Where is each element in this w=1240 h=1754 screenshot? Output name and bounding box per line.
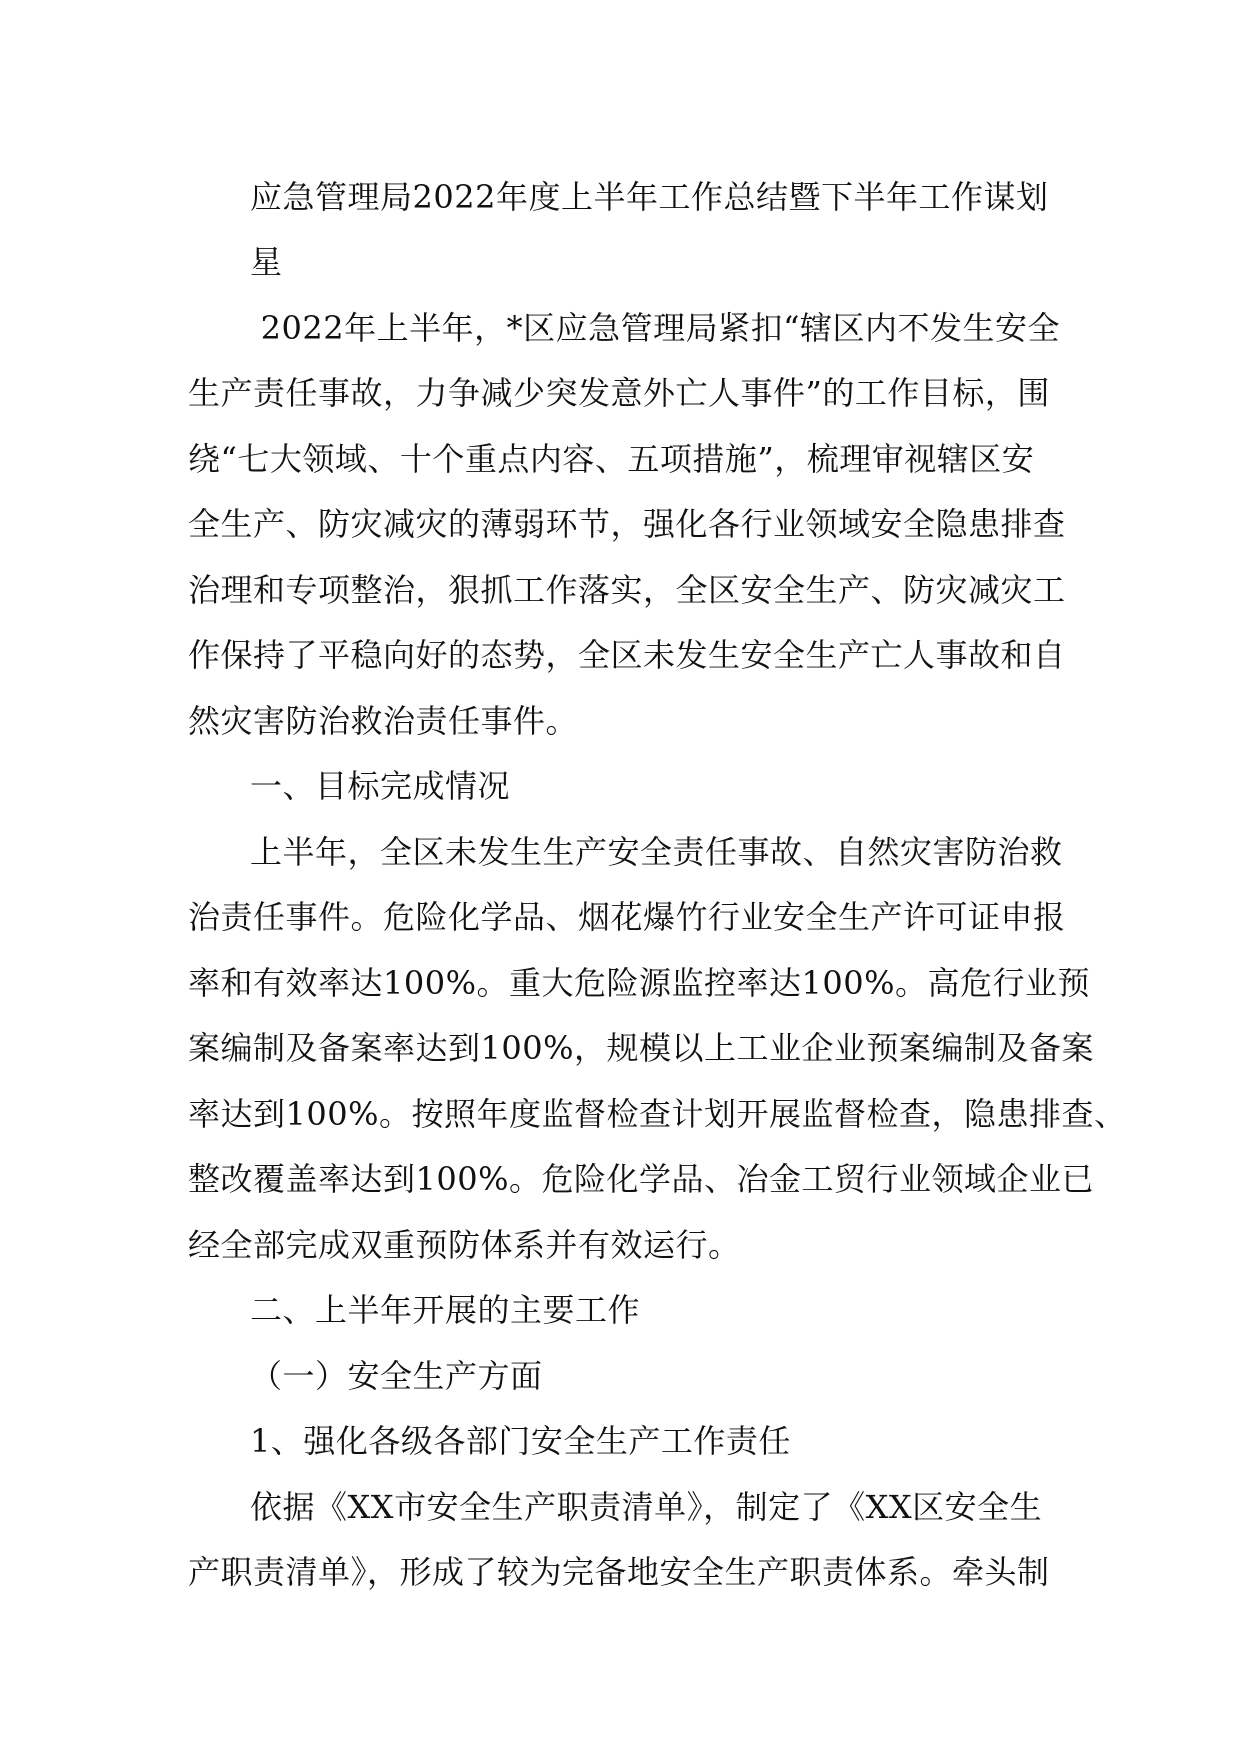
body-line: 2022年上半年，*区应急管理局紧扣“辖区内不发生安全	[250, 309, 1060, 347]
body-line: 治责任事件。危险化学品、烟花爆竹行业安全生产许可证申报	[188, 898, 1066, 936]
body-line: 作保持了平稳向好的态势，全区未发生安全生产亡人事故和自	[188, 636, 1066, 674]
body-line: 率达到100%。按照年度监督检查计划开展监督检查，隐患排查、	[188, 1095, 1127, 1133]
body-line: 全生产、防灾减灾的薄弱环节，强化各行业领域安全隐患排查	[188, 505, 1066, 543]
body-line: 案编制及备案率达到100%，规模以上工业企业预案编制及备案	[188, 1029, 1094, 1067]
section-heading-1: 一、目标完成情况	[250, 767, 511, 805]
body-line: 依据《XX市安全生产职责清单》，制定了《XX区安全生	[250, 1488, 1043, 1526]
document-title-line-1: 应急管理局2022年度上半年工作总结暨下半年工作谋划	[250, 178, 1049, 216]
body-line: 经全部完成双重预防体系并有效运行。	[188, 1226, 741, 1264]
body-line: 产职责清单》，形成了较为完备地安全生产职责体系。牵头制	[188, 1553, 1050, 1591]
document-title-line-2: 星	[250, 243, 283, 281]
body-line: 治理和专项整治，狠抓工作落实，全区安全生产、防灾减灾工	[188, 571, 1066, 609]
body-line: 整改覆盖率达到100%。危险化学品、冶金工贸行业领域企业已	[188, 1160, 1094, 1198]
body-line: 绕“七大领域、十个重点内容、五项措施”，梳理审视辖区安	[188, 440, 1035, 478]
body-line: 然灾害防治救治责任事件。	[188, 702, 579, 740]
subsection-heading: （一）安全生产方面	[250, 1357, 543, 1395]
section-heading-2: 二、上半年开展的主要工作	[250, 1291, 641, 1329]
body-line: 生产责任事故，力争减少突发意外亡人事件”的工作目标，围	[188, 374, 1050, 412]
body-line: 上半年，全区未发生生产安全责任事故、自然灾害防治救	[250, 833, 1063, 871]
body-line: 率和有效率达100%。重大危险源监控率达100%。高危行业预	[188, 964, 1090, 1002]
item-heading: 1、强化各级各部门安全生产工作责任	[250, 1422, 791, 1460]
